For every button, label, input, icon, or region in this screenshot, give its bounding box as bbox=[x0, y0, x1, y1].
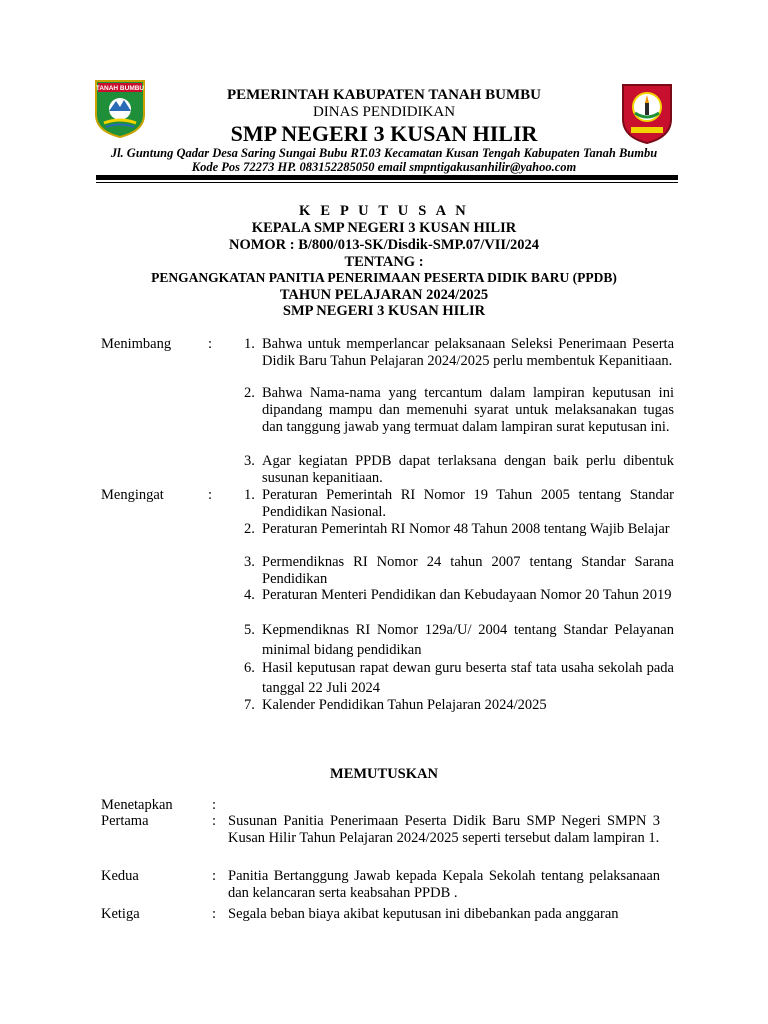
ketiga-label: Ketiga bbox=[101, 906, 140, 922]
mengingat-item: 6. Hasil keputusan rapat dewan guru beserta staf tata usaha sekolah pada tanggal 22 Juli 2024 bbox=[244, 660, 674, 696]
letterhead-divider-thin bbox=[96, 182, 678, 183]
kedua-label: Kedua bbox=[101, 868, 139, 884]
mengingat-colon: : bbox=[208, 487, 213, 503]
menimbang-item: 1. Bahwa untuk memperlancar pelaksanaan Seleksi Penerimaan Peserta Didik Baru Tahun Pelajaran 2024/2025 perlu membentuk Kepanitiaan. bbox=[244, 336, 674, 369]
pertama-text: Susunan Panitia Penerimaan Peserta Didik Baru SMP Negeri SMPN 3 Kusan Hilir Tahun Pelajaran 2024/2025 seperti tersebut dalam lampiran 1. bbox=[228, 813, 660, 846]
header-government: PEMERINTAH KABUPATEN TANAH BUMBU bbox=[226, 87, 542, 103]
decree-subject: PENGANGKATAN PANITIA PENERIMAAN PESERTA DIDIK BARU (PPDB) bbox=[151, 270, 617, 285]
decree-title: K E P U T U S A N bbox=[299, 203, 469, 219]
decree-school: SMP NEGERI 3 KUSAN HILIR bbox=[282, 303, 486, 319]
header-department: DINAS PENDIDIKAN bbox=[312, 104, 456, 120]
menetapkan-colon: : bbox=[212, 797, 217, 813]
ketiga-text: Segala beban biaya akibat keputusan ini dibebankan pada anggaran bbox=[228, 906, 619, 922]
pertama-label: Pertama bbox=[101, 813, 149, 829]
mengingat-item: 3. Permendiknas RI Nomor 24 tahun 2007 tentang Standar Sarana Pendidikan bbox=[244, 554, 674, 587]
decree-issuer: KEPALA SMP NEGERI 3 KUSAN HILIR bbox=[251, 220, 517, 236]
menimbang-colon: : bbox=[208, 336, 213, 352]
logo-left-text: TANAH BUMBU bbox=[95, 85, 145, 92]
mengingat-item: 5. Kepmendiknas RI Nomor 129a/U/ 2004 tentang Standar Pelayanan minimal bidang pendidikan bbox=[244, 622, 674, 658]
menimbang-item: 3. Agar kegiatan PPDB dapat terlaksana dengan baik perlu dibentuk susunan kepanitiaan. bbox=[244, 453, 674, 486]
ketiga-colon: : bbox=[212, 906, 217, 922]
menimbang-label: Menimbang bbox=[101, 336, 172, 352]
decree-number: NOMOR : B/800/013-SK/Disdik-SMP.07/VII/2024 bbox=[228, 237, 540, 253]
header-contact: Kode Pos 72273 HP. 083152285050 email smpntigakusanhilir@yahoo.com bbox=[191, 160, 577, 174]
decree-year: TAHUN PELAJARAN 2024/2025 bbox=[279, 287, 489, 303]
pertama-colon: : bbox=[212, 813, 217, 829]
memutuskan-heading: MEMUTUSKAN bbox=[330, 766, 438, 782]
mengingat-item: 4. Peraturan Menteri Pendidikan dan Kebudayaan Nomor 20 Tahun 2019 bbox=[244, 587, 672, 603]
mengingat-item: 1. Peraturan Pemerintah RI Nomor 19 Tahun 2005 tentang Standar Pendidikan Nasional. bbox=[244, 487, 674, 520]
decree-about-label: TENTANG : bbox=[344, 254, 424, 270]
mengingat-item: 7. Kalender Pendidikan Tahun Pelajaran 2024/2025 bbox=[244, 697, 547, 713]
kedua-text: Panitia Bertanggung Jawab kepada Kepala Sekolah tentang pelaksanaan dan kelancaran serta keabsahan PPDB . bbox=[228, 868, 660, 901]
mengingat-item: 2. Peraturan Pemerintah RI Nomor 48 Tahun 2008 tentang Wajib Belajar bbox=[244, 521, 670, 537]
menetapkan-label: Menetapkan bbox=[101, 797, 173, 813]
header-address: Jl. Guntung Qadar Desa Saring Sungai Bubu RT.03 Kecamatan Kusan Tengah Kabupaten Tanah Bumbu bbox=[110, 146, 658, 160]
kedua-colon: : bbox=[212, 868, 217, 884]
letterhead-divider-thick bbox=[96, 175, 678, 180]
header-school-name: SMP NEGERI 3 KUSAN HILIR bbox=[230, 121, 538, 146]
mengingat-label: Mengingat bbox=[101, 487, 164, 503]
menimbang-item: 2. Bahwa Nama-nama yang tercantum dalam lampiran keputusan ini dipandang mampu dan memenuhi syarat untuk melaksanakan tugas dan tanggung jawab yang termuat dalam lampiran surat keputusan ini. bbox=[244, 385, 674, 435]
